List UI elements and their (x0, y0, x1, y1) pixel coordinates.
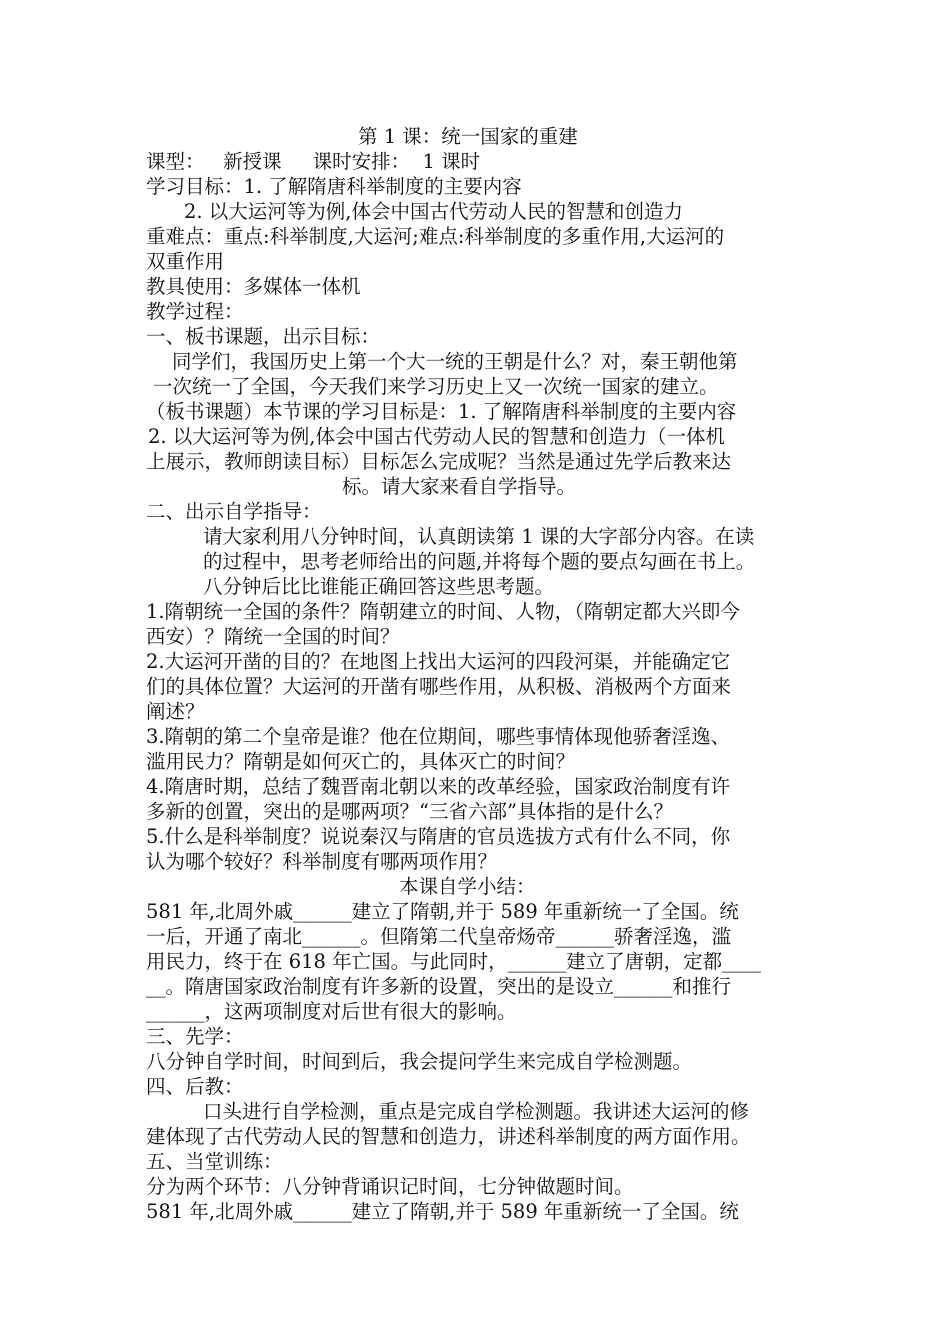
text-line: ______，这两项制度对后世有很大的影响。 (146, 1000, 517, 1023)
text-line: 的过程中，思考老师给出的问题,并将每个题的要点勾画在书上。 (203, 550, 756, 573)
text-line: 重难点：重点:科举制度,大运河;难点:科举制度的多重作用,大运河的 (146, 225, 725, 248)
question-line: 认为哪个较好？科举制度有哪两项作用？ (146, 850, 498, 873)
question-line: 4.隋唐时期，总结了魏晋南北朝以来的改革经验，国家政治制度有许 (146, 775, 731, 798)
question-line: 滥用民力？隋朝是如何灭亡的，具体灭亡的时间？ (146, 750, 576, 773)
text-line: 课型： 新授课 课时安排： 1 课时 (146, 150, 481, 173)
text-line: 581 年,北周外戚______建立了隋朝,并于 589 年重新统一了全国。统 (146, 1200, 739, 1223)
question-line: 2.大运河开凿的目的？在地图上找出大运河的四段河渠，并能确定它 (146, 650, 731, 673)
text-line: 2. 以大运河等为例,体会中国古代劳动人民的智慧和创造力 (184, 200, 684, 223)
section-heading: 一、板书课题，出示目标： (146, 325, 381, 348)
question-line: 们的具体位置？大运河的开凿有哪些作用，从积极、消极两个方面来 (146, 675, 732, 698)
text-line: 上展示，教师朗读目标）目标怎么完成呢？当然是通过先学后教来达 (146, 450, 732, 473)
question-line: 多新的创置，突出的是哪两项？“三省六部”具体指的是什么？ (146, 800, 673, 823)
text-line: 双重作用 (146, 250, 225, 273)
question-line: 1.隋朝统一全国的条件？隋朝建立的时间、人物，（隋朝定都大兴即今 (146, 600, 740, 623)
summary-heading: 本课自学小结： (399, 875, 536, 898)
text-line: 学习目标：1. 了解隋唐科举制度的主要内容 (146, 175, 522, 198)
text-line: 一后，开通了南北______。但隋第二代皇帝炀帝______骄奢淫逸，滥 (146, 925, 732, 948)
question-line: 阐述？ (146, 700, 205, 723)
text-line: 教具使用：多媒体一体机 (146, 275, 361, 298)
section-heading: 二、出示自学指导： (146, 500, 322, 523)
text-line: （板书课题）本节课的学习目标是：1. 了解隋唐科举制度的主要内容 (146, 400, 737, 423)
question-line: 西安）？隋统一全国的时间？ (146, 625, 400, 648)
section-heading: 三、先学： (146, 1025, 244, 1048)
question-line: 5.什么是科举制度？说说秦汉与隋唐的官员选拔方式有什么不同，你 (146, 825, 731, 848)
text-line: 教学过程： (146, 300, 244, 323)
section-heading: 四、后教： (146, 1075, 244, 1098)
text-line: 建体现了古代劳动人民的智慧和创造力，讲述科举制度的两方面作用。 (146, 1125, 751, 1148)
text-line: 581 年,北周外戚______建立了隋朝,并于 589 年重新统一了全国。统 (146, 900, 739, 923)
text-line: 八分钟后比比谁能正确回答这些思考题。 (203, 575, 555, 598)
text-line: 用民力，终于在 618 年亡国。与此同时，______建立了唐朝，定都____ (146, 950, 762, 973)
question-line: 3.隋朝的第二个皇帝是谁？他在位期间，哪些事情体现他骄奢淫逸、 (146, 725, 731, 748)
text-line: __。隋唐国家政治制度有许多新的设置，突出的是设立______和推行 (146, 975, 732, 998)
text-line: 八分钟自学时间，时间到后，我会提问学生来完成自学检测题。 (146, 1050, 693, 1073)
text-line: 分为两个环节：八分钟背诵识记时间，七分钟做题时间。 (146, 1175, 634, 1198)
text-line: 标。请大家来看自学指导。 (342, 475, 577, 498)
section-heading: 五、当堂训练： (146, 1150, 283, 1173)
text-line: 2. 以大运河等为例,体会中国古代劳动人民的智慧和创造力（一体机 (148, 425, 726, 448)
lesson-title: 第 1 课：统一国家的重建 (358, 125, 578, 148)
text-line: 口头进行自学检测，重点是完成自学检测题。我讲述大运河的修 (203, 1100, 750, 1123)
text-line: 同学们，我国历史上第一个大一统的王朝是什么？对，秦王朝他第 (172, 350, 738, 373)
text-line: 一次统一了全国，今天我们来学习历史上又一次统一国家的建立。 (153, 375, 719, 398)
text-line: 请大家利用八分钟时间，认真朗读第 1 课的大字部分内容。在读 (203, 525, 755, 548)
